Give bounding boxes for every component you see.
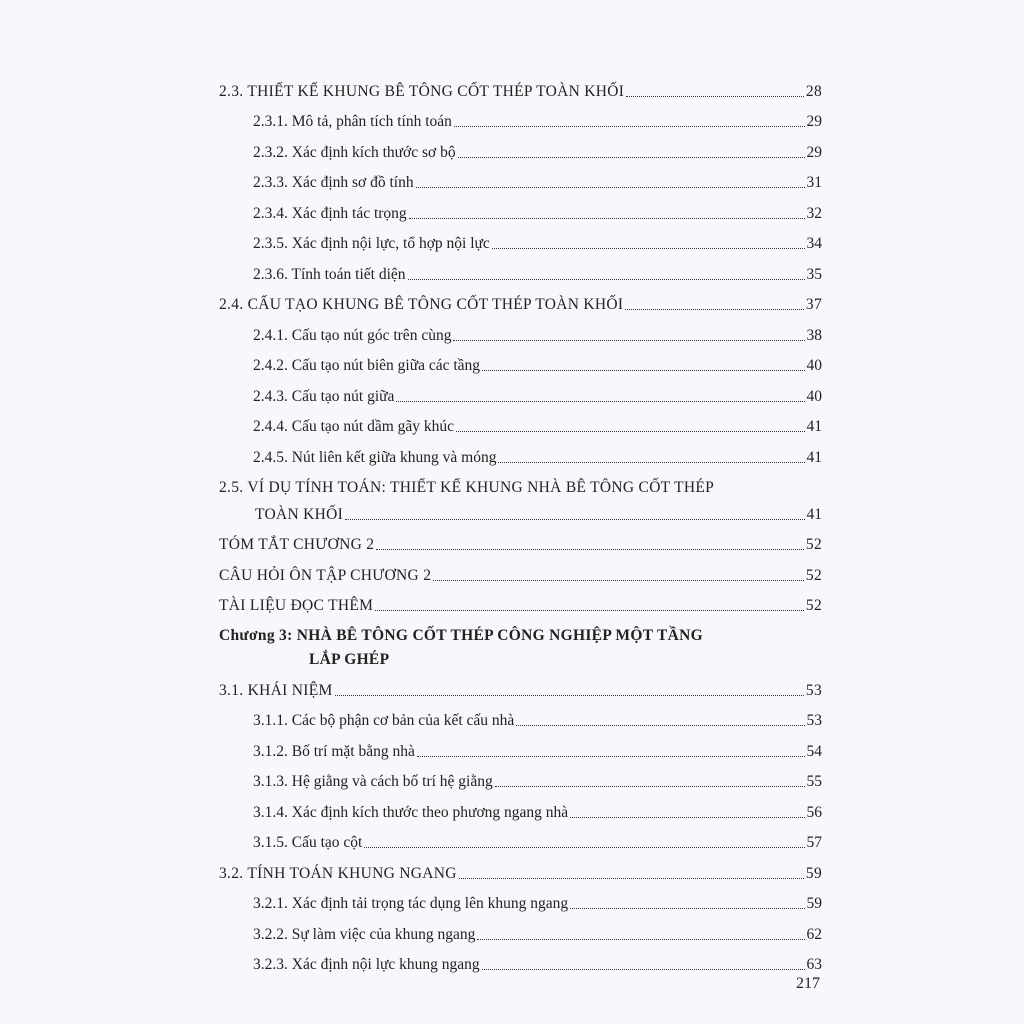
toc-entry-page: 52 (805, 536, 822, 553)
toc-entry (219, 822, 822, 853)
toc-entry-page: 63 (806, 956, 822, 973)
toc-entry-label: 2.4.2. Cấu tạo nút biên giữa các tầng (253, 357, 481, 374)
dot-leader (364, 847, 804, 848)
toc-entry-page: 41 (806, 448, 822, 466)
toc-entry-label: 3.2. TÍNH TOÁN KHUNG NGANG (219, 864, 457, 882)
dot-leader (433, 580, 804, 581)
toc-entry (219, 944, 822, 975)
toc-entry-label: TÓM TẮT CHƯƠNG 2 (219, 536, 375, 553)
dot-leader (516, 725, 804, 726)
toc-group-chapter-2-end (219, 524, 822, 616)
toc-entry-2-5-line1 (219, 467, 822, 497)
toc-entry-label: 2.3.3. Xác định sơ đồ tính (253, 174, 414, 191)
dot-leader (417, 756, 805, 757)
chapter-heading-line2: LẮP GHÉP (309, 651, 390, 668)
table-of-contents (219, 70, 822, 974)
toc-entry (219, 761, 822, 792)
toc-entry-label: 2.3.1. Mô tả, phân tích tính toán (253, 113, 452, 130)
dot-leader (459, 878, 804, 879)
dot-leader (408, 279, 805, 280)
toc-entry-page: 29 (806, 113, 822, 130)
toc-entry-page: 38 (806, 326, 822, 344)
toc-entry-page: 41 (806, 505, 822, 523)
toc-entry-page: 29 (806, 143, 822, 161)
toc-entry-page: 59 (806, 895, 822, 912)
toc-entry-label: 3.1.3. Hệ giằng và cách bố trí hệ giằng (253, 773, 493, 790)
toc-entry-label: 3.2.2. Sự làm việc của khung ngang (253, 925, 476, 943)
toc-entry-label: 2.3.4. Xác định tác trọng (253, 204, 407, 222)
toc-entry-page: 31 (806, 174, 822, 191)
dot-leader (416, 187, 805, 188)
toc-entry-label: 2.4. CẤU TẠO KHUNG BÊ TÔNG CỐT THÉP TOÀN KHỐI (219, 296, 624, 313)
toc-entry-label: 3.1.5. Cấu tạo cột (253, 834, 363, 851)
toc-entry-page: 62 (806, 925, 822, 943)
toc-entry-2-5 (219, 467, 822, 524)
toc-entry (219, 700, 822, 731)
toc-entry-label: 2.3.6. Tính toán tiết diện (253, 265, 406, 283)
toc-entry-page: 52 (805, 566, 822, 584)
toc-entry (219, 883, 822, 914)
dot-leader (482, 969, 805, 970)
toc-entry-page: 28 (805, 82, 822, 100)
toc-entry-page: 35 (806, 265, 822, 283)
toc-entry-page: 53 (805, 681, 822, 699)
toc-entry (219, 730, 822, 761)
toc-entry-label: 2.5. VÍ DỤ TÍNH TOÁN: THIẾT KẾ KHUNG NHÀ BÊ TÔNG CỐT THÉP (219, 478, 715, 496)
toc-entry (219, 585, 822, 616)
toc-entry (219, 436, 822, 467)
toc-entry (219, 375, 822, 406)
toc-entry (219, 345, 822, 376)
toc-entry-page: 40 (806, 387, 822, 405)
toc-entry (219, 101, 822, 132)
toc-entry (219, 253, 822, 284)
toc-entry-label: 3.1.2. Bố trí mặt bằng nhà (253, 742, 415, 760)
toc-entry-page: 37 (805, 296, 822, 313)
page-number: 217 (796, 975, 820, 992)
toc-entry-page: 52 (805, 597, 822, 614)
dot-leader (345, 519, 804, 520)
toc-group-chapter-2-sections (219, 70, 822, 467)
dot-leader (626, 96, 804, 97)
dot-leader (396, 401, 804, 402)
toc-entry-page: 54 (806, 742, 822, 760)
dot-leader (456, 431, 804, 432)
toc-entry-label: 3.1.1. Các bộ phận cơ bản của kết cấu nhà (253, 712, 515, 729)
dot-leader (458, 157, 805, 158)
dot-leader (335, 695, 804, 696)
dot-leader (375, 610, 804, 611)
toc-entry-page: 40 (806, 357, 822, 374)
toc-entry (219, 70, 822, 101)
dot-leader (570, 817, 804, 818)
toc-entry-label: 2.3.2. Xác định kích thước sơ bộ (253, 143, 456, 161)
toc-entry-page: 59 (805, 864, 822, 882)
toc-group-chapter-3-sections (219, 669, 822, 974)
dot-leader (376, 549, 804, 550)
toc-entry (219, 223, 822, 254)
toc-entry-label: 2.4.1. Cấu tạo nút góc trên cùng (253, 326, 452, 344)
dot-leader (495, 786, 805, 787)
toc-entry (219, 524, 822, 555)
toc-entry (219, 314, 822, 345)
toc-entry (219, 791, 822, 822)
toc-entry-page: 56 (806, 803, 822, 821)
toc-entry-label: 2.3. THIẾT KẾ KHUNG BÊ TÔNG CỐT THÉP TOÀN KHỐI (219, 82, 625, 100)
toc-entry-label: CÂU HỎI ÔN TẬP CHƯƠNG 2 (219, 566, 432, 584)
toc-entry-label: TÀI LIỆU ĐỌC THÊM (219, 597, 374, 614)
toc-entry-page: 57 (806, 834, 822, 851)
toc-entry (219, 913, 822, 944)
toc-entry-label: 3.2.1. Xác định tải trọng tác dụng lên khung ngang (253, 895, 569, 912)
toc-entry (219, 406, 822, 437)
toc-entry-page: 41 (806, 418, 822, 435)
toc-entry (219, 284, 822, 315)
toc-entry-page: 32 (806, 204, 822, 222)
toc-entry-label: 3.1.4. Xác định kích thước theo phương ngang nhà (253, 803, 569, 821)
dot-leader (482, 370, 804, 371)
toc-entry-label: 3.2.3. Xác định nội lực khung ngang (253, 956, 480, 973)
dot-leader (409, 218, 805, 219)
toc-entry-page: 34 (806, 235, 822, 252)
toc-entry (219, 852, 822, 883)
toc-entry-label: 3.1. KHÁI NIỆM (219, 681, 333, 699)
toc-entry-2-5-line2 (219, 497, 822, 524)
toc-entry (219, 669, 822, 700)
toc-entry (219, 162, 822, 193)
toc-entry-label: 2.4.4. Cấu tạo nút dầm gãy khúc (253, 418, 455, 435)
toc-entry-page: 55 (806, 773, 822, 790)
toc-entry (219, 131, 822, 162)
dot-leader (625, 309, 804, 310)
toc-entry-page: 53 (806, 712, 822, 729)
toc-entry-label: TOÀN KHỐI (255, 505, 344, 523)
dot-leader (454, 126, 805, 127)
toc-entry-label: 2.4.5. Nút liên kết giữa khung và móng (253, 448, 497, 466)
toc-entry (219, 554, 822, 585)
chapter-heading-line1: Chương 3: NHÀ BÊ TÔNG CỐT THÉP CÔNG NGHIỆP MỘT TẦNG (219, 627, 703, 644)
dot-leader (453, 340, 804, 341)
toc-entry-label: 2.4.3. Cấu tạo nút giữa (253, 387, 395, 405)
dot-leader (498, 462, 804, 463)
toc-entry-label: 2.3.5. Xác định nội lực, tổ hợp nội lực (253, 235, 490, 252)
chapter-3-heading (219, 615, 822, 669)
dot-leader (492, 248, 805, 249)
dot-leader (570, 908, 804, 909)
dot-leader (477, 939, 804, 940)
toc-entry (219, 192, 822, 223)
